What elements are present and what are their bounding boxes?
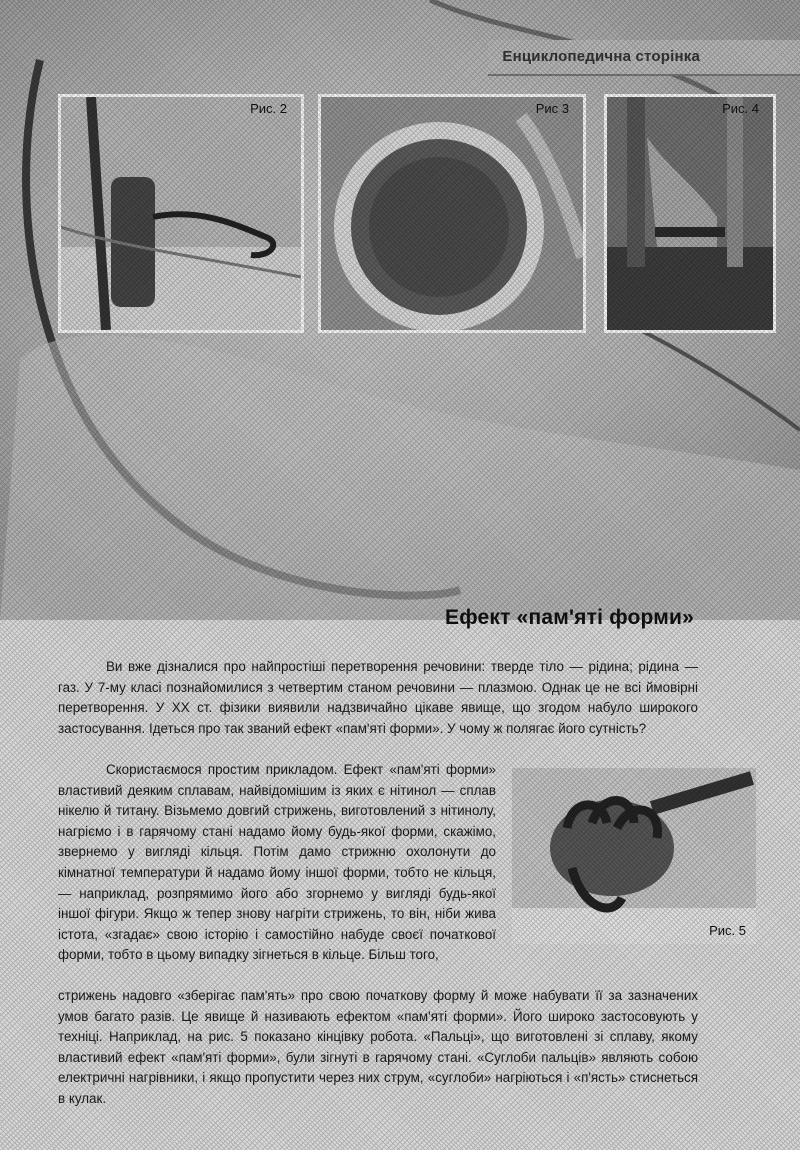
figure-3 <box>318 94 586 333</box>
figure-4 <box>604 94 776 333</box>
figure-5-label: Рис. 5 <box>709 923 746 938</box>
figure-4-image <box>607 97 773 330</box>
figure-5 <box>512 768 756 944</box>
section-title: Енциклопедична сторінка <box>502 48 700 65</box>
figure-2-image <box>61 97 301 330</box>
figure-2-label: Рис. 2 <box>250 101 287 116</box>
paragraph-text: Ви вже дізналися про найпростіші перетворення речовини: тверде тіло — рідина; рідина — газ. У 7-му класі познайомилися з четвертим станом речовини — плазмою. Однак це не всі ймовірні перетворення. У XX ст. фізики виявили надзвичайно цікаве явище, що згодом набуло широкого застосування. Ідеться про так званий ефект «пам'яті форми». У чому ж полягає його сутність? <box>58 659 698 736</box>
paragraph-text: Скористаємося простим прикладом. Ефект «пам'яті форми» властивий деяким сплавам, найвідомішим із яких є нітинол — сплав нікелю й титану. Візьмемо довгий стрижень, виготовлений з нітинолу, нагріємо і в гарячому стані надамо йому будь-якої форми, скажімо, звернемо у вигляді кільця. Потім дамо стрижню охолонути до кімнатної температури й надамо йому іншої форми, тобто не кільця, — наприклад, розпрямимо його або згорнемо у вигляді будь-якої іншої фігури. Якщо ж тепер знову нагріти стрижень, то він, ніби жива істота, «згадає» свою історію і самостійно набуде своєї початкової форми, тобто в цьому випадку зігнеться в кільце. Більш того, <box>58 762 496 963</box>
figure-5-image <box>512 768 756 944</box>
article-paragraph-3 <box>58 986 698 1110</box>
figure-3-image <box>321 97 583 330</box>
figure-3-label: Рис 3 <box>535 101 569 116</box>
article-paragraph-2 <box>58 760 496 966</box>
section-header <box>488 40 800 76</box>
figure-4-label: Рис. 4 <box>722 101 759 116</box>
article-title: Ефект «пам'яті форми» <box>445 606 694 629</box>
figure-2 <box>58 94 304 333</box>
article-paragraph-1 <box>58 657 698 739</box>
paragraph-text: стрижень надовго «зберігає пам'ять» про свою початкову форму й може набувати її за зазначених умов багато разів. Це явище й називають ефектом «пам'яті форми». Його широко застосовують у техніці. Наприклад, на рис. 5 показано кінцівку робота. «Пальці», що виготовлені зі сплаву, якому властивий ефект «пам'яті форми», були зігнуті в гарячому стані. «Суглоби пальців» являють собою електричні нагрівники, і якщо пропустити через них струм, «суглоби» нагріються і «п'ясть» стиснеться в кулак. <box>58 988 698 1106</box>
